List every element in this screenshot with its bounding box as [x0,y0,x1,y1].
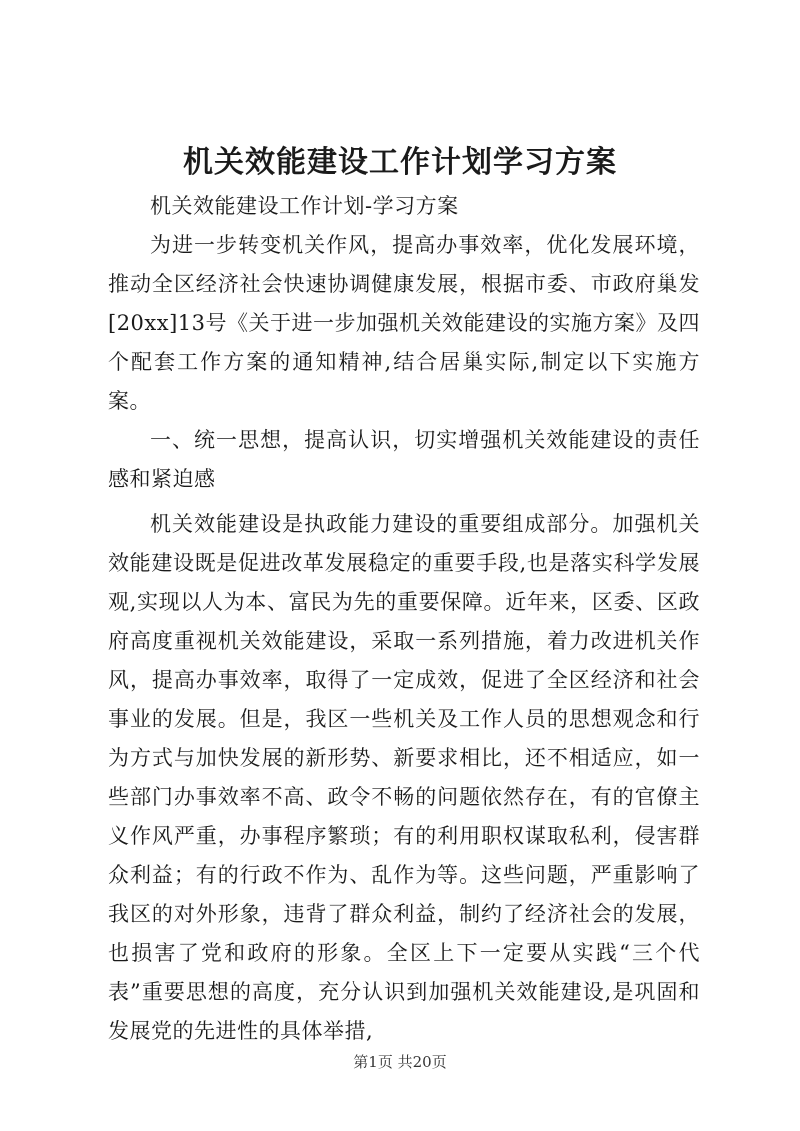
document-title: 机关效能建设工作计划学习方案 [183,145,617,180]
section-heading: 一、统一思想，提高认识，切实增强机关效能建设的责任感和紧迫感 [108,428,700,491]
page-footer: 第1页 共20页 [353,1053,447,1071]
subtitle-paragraph: 机关效能建设工作计划-学习方案 [150,194,459,218]
document-body [108,187,700,1051]
body-paragraph: 机关效能建设是执政能力建设的重要组成部分。加强机关效能建设既是促进改革发展稳定的重要手段,也是落实科学发展观,实现以人为本、富民为先的重要保障。近年来，区委、区政府高度重视机关效能建设，采取一系列措施，着力改进机关作风，提高办事效率，取得了一定成效，促进了全区经济和社会事业的发展。但是，我区一些机关及工作人员的思想观念和行为方式与加快发展的新形势、新要求相比，还不相适应，如一些部门办事效率不高、政令不畅的问题依然存在，有的官僚主义作风严重，办事程序繁琐；有的利用职权谋取私利，侵害群众利益；有的行政不作为、乱作为等。这些问题，严重影响了我区的对外形象，违背了群众利益，制约了经济社会的发展，也损害了党和政府的形象。全区上下一定要从实践“三个代表”重要思想的高度，充分认识到加强机关效能建设,是巩固和发展党的先进性的具体举措, [108,512,700,1043]
intro-paragraph: 为进一步转变机关作风，提高办事效率，优化发展环境，推动全区经济社会快速协调健康发展，根据市委、市政府巢发[20xx]13号《关于进一步加强机关效能建设的实施方案》及四个配套工作方案的通知精神,结合居巢实际,制定以下实施方案。 [108,233,701,413]
